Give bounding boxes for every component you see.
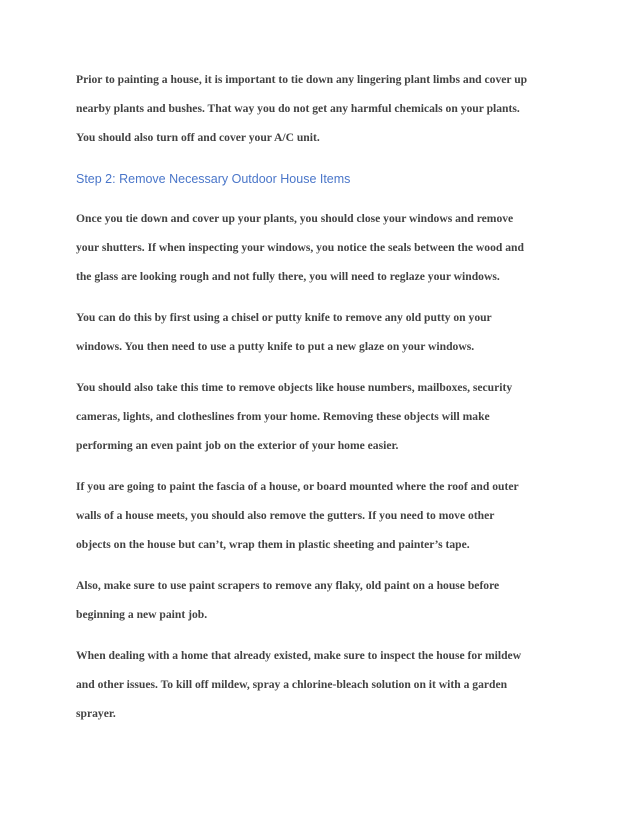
text-line: Once you tie down and cover up your plants, you should close your windows and remove — [76, 212, 514, 225]
text-line: When dealing with a home that already existed, make sure to inspect the house for mildew — [76, 649, 522, 662]
step-2-heading: Step 2: Remove Necessary Outdoor House Items — [76, 172, 351, 186]
text-line: beginning a new paint job. — [76, 608, 208, 621]
text-line: walls of a house meets, you should also remove the gutters. If you need to move other — [76, 509, 495, 522]
text-line: cameras, lights, and clotheslines from your home. Removing these objects will make — [76, 410, 490, 423]
text-line: You should also take this time to remove objects like house numbers, mailboxes, security — [76, 381, 513, 394]
text-line: sprayer. — [76, 707, 116, 720]
text-line: You should also turn off and cover your A/C unit. — [76, 131, 320, 144]
text-line: windows. You then need to use a putty knife to put a new glaze on your windows. — [76, 340, 475, 353]
text-line: Also, make sure to use paint scrapers to remove any flaky, old paint on a house before — [76, 579, 500, 592]
paragraph-reglaze — [76, 303, 576, 361]
text-line: the glass are looking rough and not fully there, you will need to reglaze your windows. — [76, 270, 500, 283]
paragraph-gutters — [76, 472, 576, 559]
text-line: You can do this by first using a chisel or putty knife to remove any old putty on your — [76, 311, 492, 324]
paragraph-paint-scrapers — [76, 571, 576, 629]
text-line: and other issues. To kill off mildew, spray a chlorine-bleach solution on it with a garden — [76, 678, 508, 691]
paragraph-mildew — [76, 641, 576, 728]
text-line: objects on the house but can’t, wrap them in plastic sheeting and painter’s tape. — [76, 538, 470, 551]
text-line: nearby plants and bushes. That way you do not get any harmful chemicals on your plants. — [76, 102, 520, 115]
text-line: If you are going to paint the fascia of a house, or board mounted where the roof and outer — [76, 480, 519, 493]
text-line: your shutters. If when inspecting your windows, you notice the seals between the wood and — [76, 241, 524, 254]
document-body — [76, 65, 576, 740]
paragraph-remove-objects — [76, 373, 576, 460]
text-line: performing an even paint job on the exterior of your home easier. — [76, 439, 399, 452]
paragraph-close-windows — [76, 204, 576, 291]
text-line: Prior to painting a house, it is important to tie down any lingering plant limbs and cover up — [76, 73, 528, 86]
intro-paragraph — [76, 65, 576, 152]
